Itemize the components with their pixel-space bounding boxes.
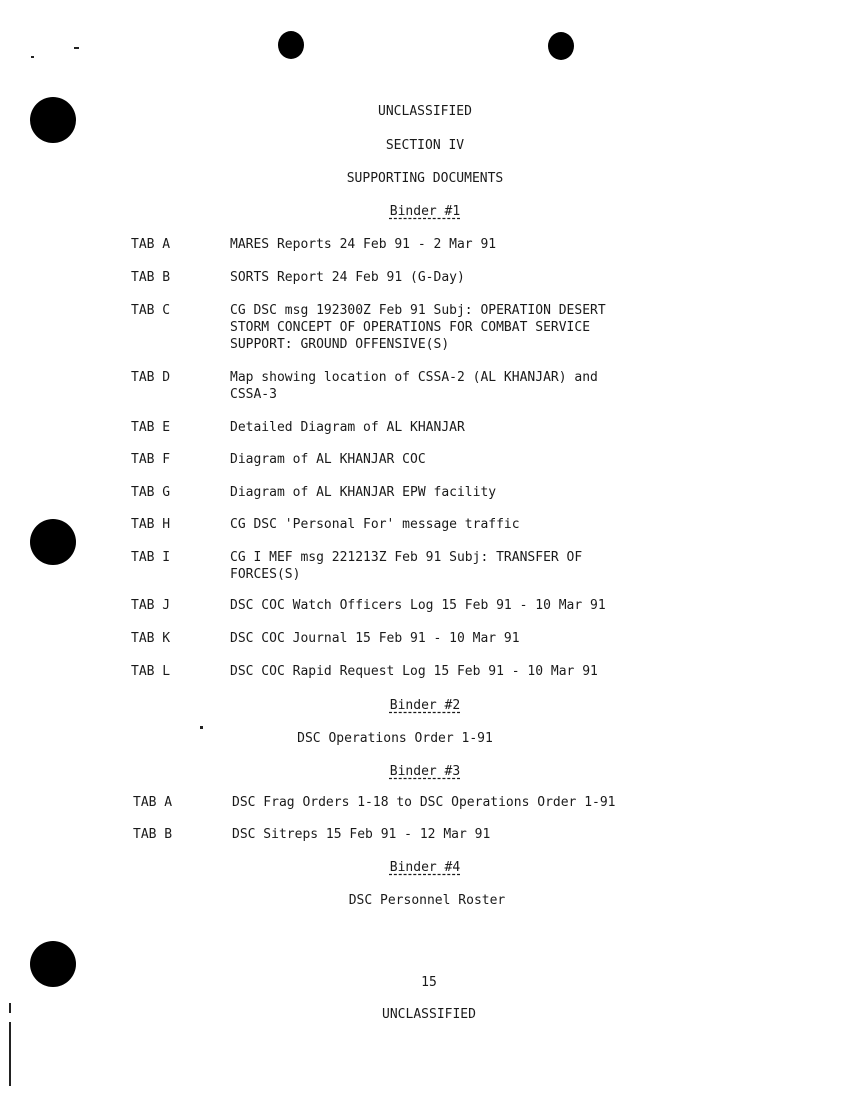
binder-1-tab-l-text: DSC COC Rapid Request Log 15 Feb 91 - 10 Mar 91 [230,664,598,679]
binder-1-tab-e-text: Detailed Diagram of AL KHANJAR [230,420,465,435]
scan-edge-line [9,1022,11,1086]
classification-bottom: UNCLASSIFIED [382,1007,476,1022]
scan-speck [31,56,34,58]
binder-1-tab-g-label: TAB G [131,485,171,500]
page-number: 15 [421,975,437,990]
binder-1-tab-b-label: TAB B [131,270,171,285]
scan-speck [74,47,79,49]
punch-hole-top-left [278,31,304,59]
binder-1-tab-a-text: MARES Reports 24 Feb 91 - 2 Mar 91 [230,237,497,252]
binder-1-tab-a-label: TAB A [131,237,171,252]
binder-2-item: DSC Operations Order 1-91 [297,731,493,746]
section-heading: SECTION IV [385,138,465,153]
binder-3-tab-b-label: TAB B [133,827,173,842]
binder-1-tab-g-text: Diagram of AL KHANJAR EPW facility [230,485,497,500]
binder-3-heading: Binder #3 [389,764,461,779]
classification-top: UNCLASSIFIED [378,104,472,119]
binder-1-tab-h-label: TAB H [131,517,171,532]
binder-1-tab-l-label: TAB L [131,664,171,679]
binder-3-tab-a-text: DSC Frag Orders 1-18 to DSC Operations Order 1-91 [232,795,616,810]
binder-4-heading: Binder #4 [389,860,461,875]
binder-1-tab-i-label: TAB I [131,550,171,565]
scan-speck [200,726,203,729]
binder-1-tab-j-text: DSC COC Watch Officers Log 15 Feb 91 - 10 Mar 91 [230,598,606,613]
binder-1-tab-d-text: Map showing location of CSSA-2 (AL KHANJAR) and CSSA-3 [230,370,598,402]
binder-3-tab-b-text: DSC Sitreps 15 Feb 91 - 12 Mar 91 [232,827,491,842]
punch-hole-top-right [548,32,574,60]
binder-1-tab-b-text: SORTS Report 24 Feb 91 (G-Day) [230,270,465,285]
binder-1-tab-h-text: CG DSC 'Personal For' message traffic [230,517,520,532]
binder-1-tab-f-label: TAB F [131,452,171,467]
binder-1-tab-f-text: Diagram of AL KHANJAR COC [230,452,426,467]
binder-2-heading: Binder #2 [389,698,461,713]
binder-1-tab-e-label: TAB E [131,420,171,435]
binder-3-tab-a-label: TAB A [133,795,173,810]
binder-1-tab-c-label: TAB C [131,303,171,318]
binder-1-tab-c-text: CG DSC msg 192300Z Feb 91 Subj: OPERATION DESERT STORM CONCEPT OF OPERATIONS FOR COMBAT SERVICE SUPPORT: GROUND OFFENSIVE(S) [230,303,606,352]
binder-1-tab-d-label: TAB D [131,370,171,385]
binder-1-tab-j-label: TAB J [131,598,171,613]
punch-hole-left-middle [30,519,76,565]
page-title: SUPPORTING DOCUMENTS [346,171,504,186]
binder-1-heading: Binder #1 [389,204,461,219]
binder-1-tab-k-text: DSC COC Journal 15 Feb 91 - 10 Mar 91 [230,631,520,646]
binder-1-tab-k-label: TAB K [131,631,171,646]
binder-4-item: DSC Personnel Roster [348,893,506,908]
binder-1-tab-i-text: CG I MEF msg 221213Z Feb 91 Subj: TRANSFER OF FORCES(S) [230,550,583,582]
